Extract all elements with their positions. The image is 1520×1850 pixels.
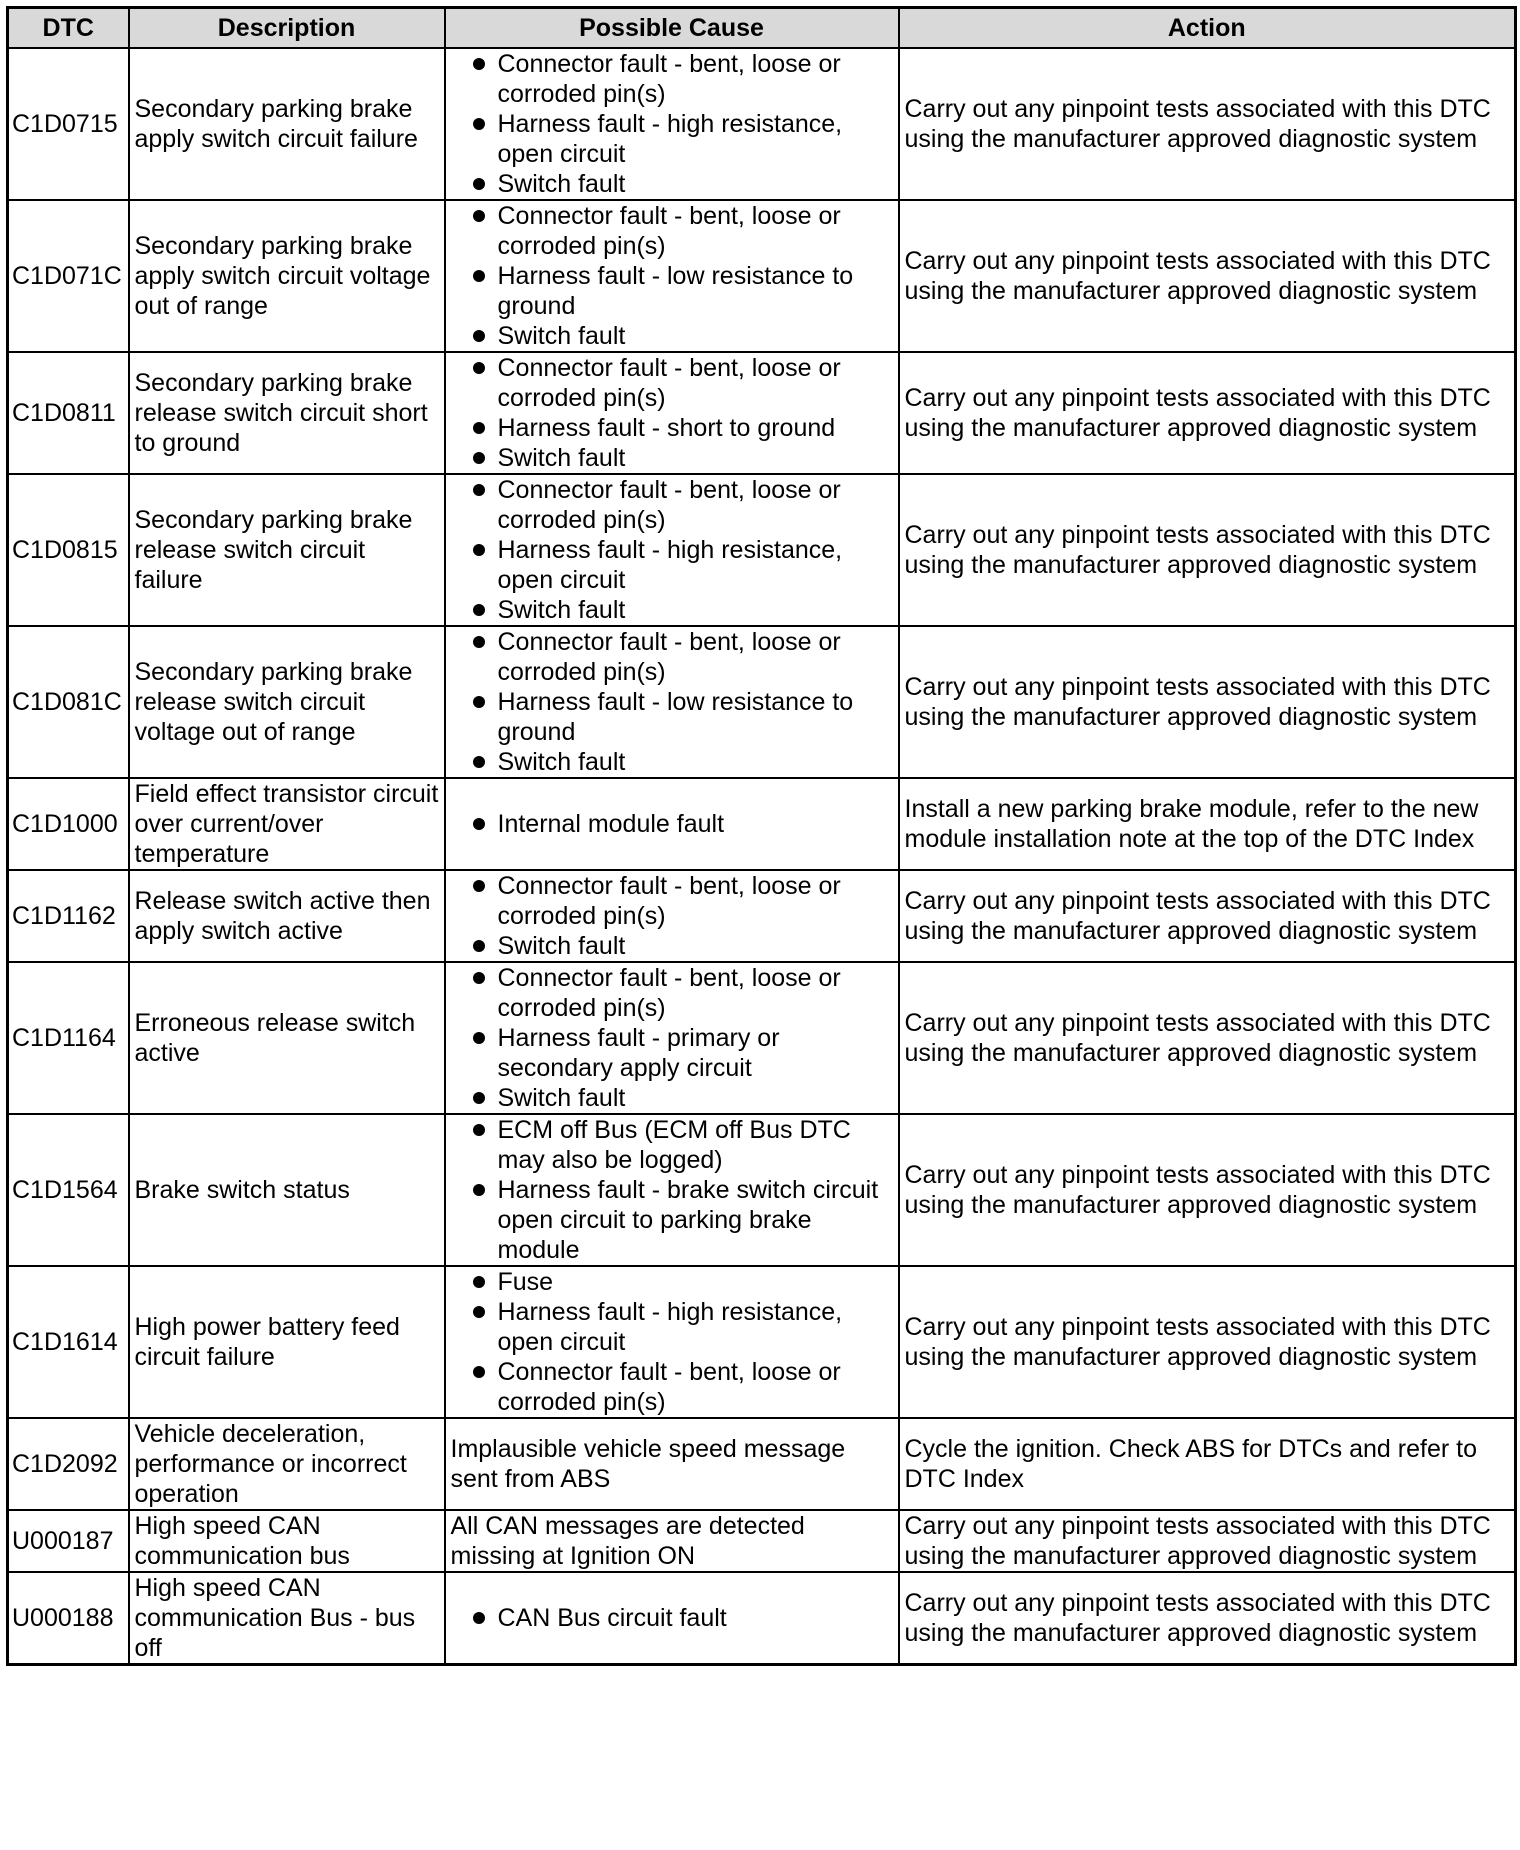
possible-cause-item: Fuse — [451, 1267, 893, 1297]
dtc-code: C1D081C — [8, 626, 129, 778]
dtc-code: C1D1614 — [8, 1266, 129, 1418]
dtc-action: Carry out any pinpoint tests associated with this DTC using the manufacturer approved diagnostic system — [899, 1572, 1516, 1665]
possible-cause-list — [451, 1267, 893, 1417]
possible-cause-item: Harness fault - brake switch circuit open circuit to parking brake module — [451, 1175, 893, 1265]
possible-cause-cell — [445, 1418, 899, 1510]
table-row — [8, 200, 1516, 352]
dtc-action: Carry out any pinpoint tests associated with this DTC using the manufacturer approved diagnostic system — [899, 1510, 1516, 1572]
dtc-description: Secondary parking brake release switch circuit failure — [129, 474, 445, 626]
possible-cause-item: Connector fault - bent, loose or corroded pin(s) — [451, 627, 893, 687]
dtc-description: Secondary parking brake apply switch circuit failure — [129, 48, 445, 200]
possible-cause-list — [451, 201, 893, 351]
possible-cause-cell — [445, 352, 899, 474]
possible-cause-cell — [445, 48, 899, 200]
possible-cause-item: Internal module fault — [451, 809, 893, 839]
possible-cause-text: All CAN messages are detected missing at Ignition ON — [450, 1512, 805, 1570]
possible-cause-cell — [445, 962, 899, 1114]
table-row — [8, 870, 1516, 962]
table-row — [8, 1114, 1516, 1266]
possible-cause-text: Implausible vehicle speed message sent from ABS — [450, 1435, 846, 1493]
possible-cause-item: Connector fault - bent, loose or corroded pin(s) — [451, 49, 893, 109]
dtc-description: High power battery feed circuit failure — [129, 1266, 445, 1418]
possible-cause-cell — [445, 870, 899, 962]
possible-cause-item: Connector fault - bent, loose or corroded pin(s) — [451, 871, 893, 931]
dtc-action: Carry out any pinpoint tests associated with this DTC using the manufacturer approved diagnostic system — [899, 626, 1516, 778]
header-description: Description — [129, 8, 445, 49]
dtc-code: C1D0815 — [8, 474, 129, 626]
dtc-table-page — [6, 6, 1514, 1666]
possible-cause-list — [451, 475, 893, 625]
dtc-action: Carry out any pinpoint tests associated with this DTC using the manufacturer approved diagnostic system — [899, 1114, 1516, 1266]
table-row — [8, 626, 1516, 778]
table-row — [8, 1572, 1516, 1665]
dtc-code: U000187 — [8, 1510, 129, 1572]
possible-cause-cell — [445, 474, 899, 626]
dtc-code: C1D1162 — [8, 870, 129, 962]
dtc-code: C1D0715 — [8, 48, 129, 200]
possible-cause-item: Connector fault - bent, loose or corroded pin(s) — [451, 353, 893, 413]
possible-cause-item: Connector fault - bent, loose or corroded pin(s) — [451, 1357, 893, 1417]
possible-cause-item: Switch fault — [451, 443, 893, 473]
dtc-code: C1D1000 — [8, 778, 129, 870]
dtc-action: Carry out any pinpoint tests associated with this DTC using the manufacturer approved diagnostic system — [899, 200, 1516, 352]
table-row — [8, 1266, 1516, 1418]
possible-cause-item: Connector fault - bent, loose or corroded pin(s) — [451, 201, 893, 261]
header-row — [8, 8, 1516, 49]
possible-cause-item: Switch fault — [451, 169, 893, 199]
possible-cause-cell — [445, 1266, 899, 1418]
dtc-description: Field effect transistor circuit over current/over temperature — [129, 778, 445, 870]
table-row — [8, 962, 1516, 1114]
possible-cause-cell — [445, 200, 899, 352]
possible-cause-list — [451, 49, 893, 199]
table-row — [8, 352, 1516, 474]
dtc-description: Erroneous release switch active — [129, 962, 445, 1114]
header-possible-cause: Possible Cause — [445, 8, 899, 49]
dtc-code: C1D2092 — [8, 1418, 129, 1510]
dtc-code: C1D1164 — [8, 962, 129, 1114]
possible-cause-cell — [445, 778, 899, 870]
possible-cause-list — [451, 627, 893, 777]
possible-cause-item: Connector fault - bent, loose or corroded pin(s) — [451, 475, 893, 535]
possible-cause-list — [451, 1115, 893, 1265]
possible-cause-item: Switch fault — [451, 321, 893, 351]
possible-cause-list — [451, 1603, 893, 1633]
possible-cause-cell — [445, 1572, 899, 1665]
possible-cause-item: Harness fault - primary or secondary apply circuit — [451, 1023, 893, 1083]
dtc-description: Secondary parking brake release switch circuit voltage out of range — [129, 626, 445, 778]
dtc-description: Release switch active then apply switch active — [129, 870, 445, 962]
possible-cause-list — [451, 353, 893, 473]
possible-cause-item: Switch fault — [451, 1083, 893, 1113]
possible-cause-item: Switch fault — [451, 931, 893, 961]
dtc-action: Carry out any pinpoint tests associated with this DTC using the manufacturer approved diagnostic system — [899, 1266, 1516, 1418]
table-row — [8, 48, 1516, 200]
possible-cause-item: Harness fault - high resistance, open circuit — [451, 535, 893, 595]
dtc-action: Cycle the ignition. Check ABS for DTCs and refer to DTC Index — [899, 1418, 1516, 1510]
table-row — [8, 1418, 1516, 1510]
possible-cause-item: Harness fault - high resistance, open circuit — [451, 109, 893, 169]
table-body — [8, 48, 1516, 1665]
dtc-code: C1D071C — [8, 200, 129, 352]
header-dtc: DTC — [8, 8, 129, 49]
possible-cause-cell — [445, 626, 899, 778]
table-row — [8, 1510, 1516, 1572]
possible-cause-item: Harness fault - low resistance to ground — [451, 687, 893, 747]
dtc-description: High speed CAN communication bus — [129, 1510, 445, 1572]
dtc-description: Brake switch status — [129, 1114, 445, 1266]
dtc-action: Carry out any pinpoint tests associated with this DTC using the manufacturer approved diagnostic system — [899, 352, 1516, 474]
dtc-action: Carry out any pinpoint tests associated with this DTC using the manufacturer approved diagnostic system — [899, 48, 1516, 200]
possible-cause-item: Switch fault — [451, 747, 893, 777]
dtc-action: Carry out any pinpoint tests associated with this DTC using the manufacturer approved diagnostic system — [899, 870, 1516, 962]
possible-cause-item: Harness fault - low resistance to ground — [451, 261, 893, 321]
header-action: Action — [899, 8, 1516, 49]
possible-cause-item: CAN Bus circuit fault — [451, 1603, 893, 1633]
possible-cause-item: Harness fault - high resistance, open circuit — [451, 1297, 893, 1357]
dtc-description: Vehicle deceleration, performance or incorrect operation — [129, 1418, 445, 1510]
possible-cause-cell — [445, 1510, 899, 1572]
dtc-action: Carry out any pinpoint tests associated with this DTC using the manufacturer approved diagnostic system — [899, 474, 1516, 626]
dtc-code: C1D1564 — [8, 1114, 129, 1266]
dtc-action: Carry out any pinpoint tests associated with this DTC using the manufacturer approved diagnostic system — [899, 962, 1516, 1114]
table-row — [8, 474, 1516, 626]
table-row — [8, 778, 1516, 870]
possible-cause-item: Connector fault - bent, loose or corroded pin(s) — [451, 963, 893, 1023]
possible-cause-cell — [445, 1114, 899, 1266]
possible-cause-list — [451, 871, 893, 961]
dtc-action: Install a new parking brake module, refer to the new module installation note at the top of the DTC Index — [899, 778, 1516, 870]
possible-cause-item: Switch fault — [451, 595, 893, 625]
dtc-description: High speed CAN communication Bus - bus off — [129, 1572, 445, 1665]
dtc-code: U000188 — [8, 1572, 129, 1665]
dtc-table — [6, 6, 1517, 1666]
possible-cause-list — [451, 809, 893, 839]
possible-cause-list — [451, 963, 893, 1113]
dtc-description: Secondary parking brake release switch circuit short to ground — [129, 352, 445, 474]
table-header — [8, 8, 1516, 49]
possible-cause-item: Harness fault - short to ground — [451, 413, 893, 443]
dtc-description: Secondary parking brake apply switch circuit voltage out of range — [129, 200, 445, 352]
dtc-code: C1D0811 — [8, 352, 129, 474]
possible-cause-item: ECM off Bus (ECM off Bus DTC may also be logged) — [451, 1115, 893, 1175]
